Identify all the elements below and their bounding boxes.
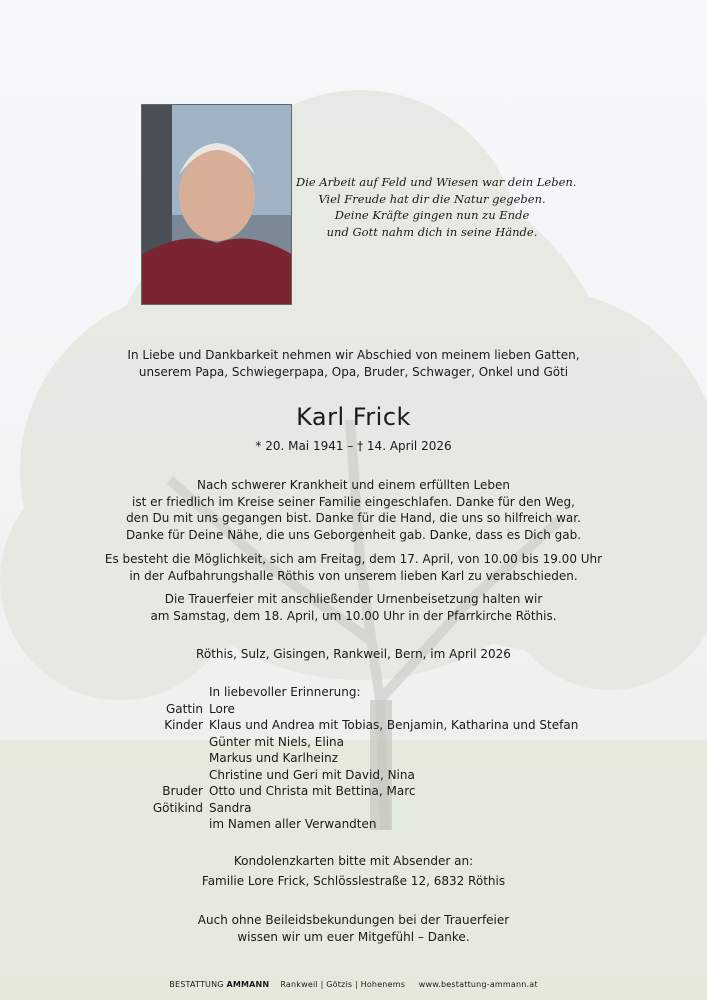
closing-text [0, 912, 707, 945]
quote-line: Deine Kräfte gingen nun zu Ende [334, 208, 530, 222]
company-name: AMMANN [226, 980, 270, 989]
closing-line: Auch ohne Beileidsbekundungen bei der Trauerfeier [197, 913, 510, 927]
family-role [150, 767, 209, 784]
family-row [150, 800, 578, 817]
family-role: Götikind [152, 800, 203, 815]
family-row [150, 701, 578, 718]
company-prefix: BESTATTUNG [169, 980, 224, 989]
family-members: im Namen aller Verwandten [209, 817, 377, 831]
funeral-info [0, 591, 707, 624]
paragraph-line: in der Aufbahrungshalle Röthis von unserem lieben Karl zu verabschieden. [129, 568, 578, 583]
family-row [150, 750, 578, 767]
intro-line: In Liebe und Dankbarkeit nehmen wir Abschied von meinem lieben Gatten, [127, 348, 580, 362]
family-role: Bruder [162, 784, 203, 798]
paragraph-line: Die Trauerfeier mit anschließender Urnenbeisetzung halten wir [164, 592, 543, 606]
family-row [150, 717, 578, 734]
farewell-paragraph [0, 477, 707, 543]
company-locations: Rankweil | Götzis | Hohenems [280, 980, 406, 989]
life-dates: * 20. Mai 1941 – † 14. April 2026 [255, 439, 452, 453]
memorial-quote [296, 174, 577, 240]
family-members: Markus und Karlheinz [209, 751, 339, 765]
family-heading: In liebevoller Erinnerung: [209, 685, 361, 699]
family-members: Klaus und Andrea mit Tobias, Benjamin, Katharina und Stefan [209, 718, 579, 732]
quote-line: und Gott nahm dich in seine Hände. [326, 224, 538, 239]
family-members: Günter mit Niels, Elina [209, 734, 345, 749]
viewing-info [0, 551, 707, 584]
family-row [150, 783, 578, 800]
closing-line: wissen wir um euer Mitgefühl – Danke. [237, 929, 470, 944]
quote-line: Die Arbeit auf Feld und Wiesen war dein Leben. [296, 175, 577, 189]
condolence-line: Kondolenzkarten bitte mit Absender an: [233, 854, 474, 868]
family-list [150, 684, 578, 833]
family-role [150, 734, 209, 751]
quote-line: Viel Freude hat dir die Natur gegeben. [318, 191, 546, 206]
family-row [150, 767, 578, 784]
condolence-address: Familie Lore Frick, Schlösslestraße 12, 6832 Röthis [201, 873, 506, 888]
family-row [150, 816, 578, 833]
portrait-photo [141, 104, 292, 305]
paragraph-line: ist er friedlich im Kreise seiner Familie eingeschlafen. Danke für den Weg, [132, 494, 575, 509]
family-heading-row [150, 684, 578, 701]
family-role: Gattin [165, 701, 203, 716]
paragraph-line: Es besteht die Möglichkeit, sich am Freitag, dem 17. April, von 10.00 bis 19.00 Uhr [104, 552, 603, 566]
paragraph-line: Danke für Deine Nähe, die uns Geborgenheit gab. Danke, dass es Dich gab. [125, 527, 582, 542]
family-row [150, 734, 578, 751]
paragraph-line: am Samstag, dem 18. April, um 10.00 Uhr in der Pfarrkirche Röthis. [150, 608, 557, 623]
funeral-home-footer [0, 980, 707, 989]
intro-text [0, 347, 707, 380]
family-members: Otto und Christa mit Bettina, Marc [209, 784, 416, 798]
intro-line: unserem Papa, Schwiegerpapa, Opa, Bruder, Schwager, Onkel und Göti [138, 364, 569, 379]
family-role: Kinder [164, 718, 203, 732]
condolence-info [0, 853, 707, 889]
paragraph-line: den Du mit uns gegangen bist. Danke für die Hand, die uns so hilfreich war. [126, 511, 581, 525]
family-members: Lore [209, 701, 235, 716]
family-role [150, 816, 209, 833]
company-website[interactable]: www.bestattung-ammann.at [418, 980, 538, 989]
place-date: Röthis, Sulz, Gisingen, Rankweil, Bern, im April 2026 [196, 647, 511, 661]
deceased-name: Karl Frick [296, 403, 411, 431]
family-members: Christine und Geri mit David, Nina [209, 767, 415, 782]
family-role [150, 750, 209, 767]
paragraph-line: Nach schwerer Krankheit und einem erfüllten Leben [197, 478, 510, 492]
family-members: Sandra [209, 800, 252, 815]
